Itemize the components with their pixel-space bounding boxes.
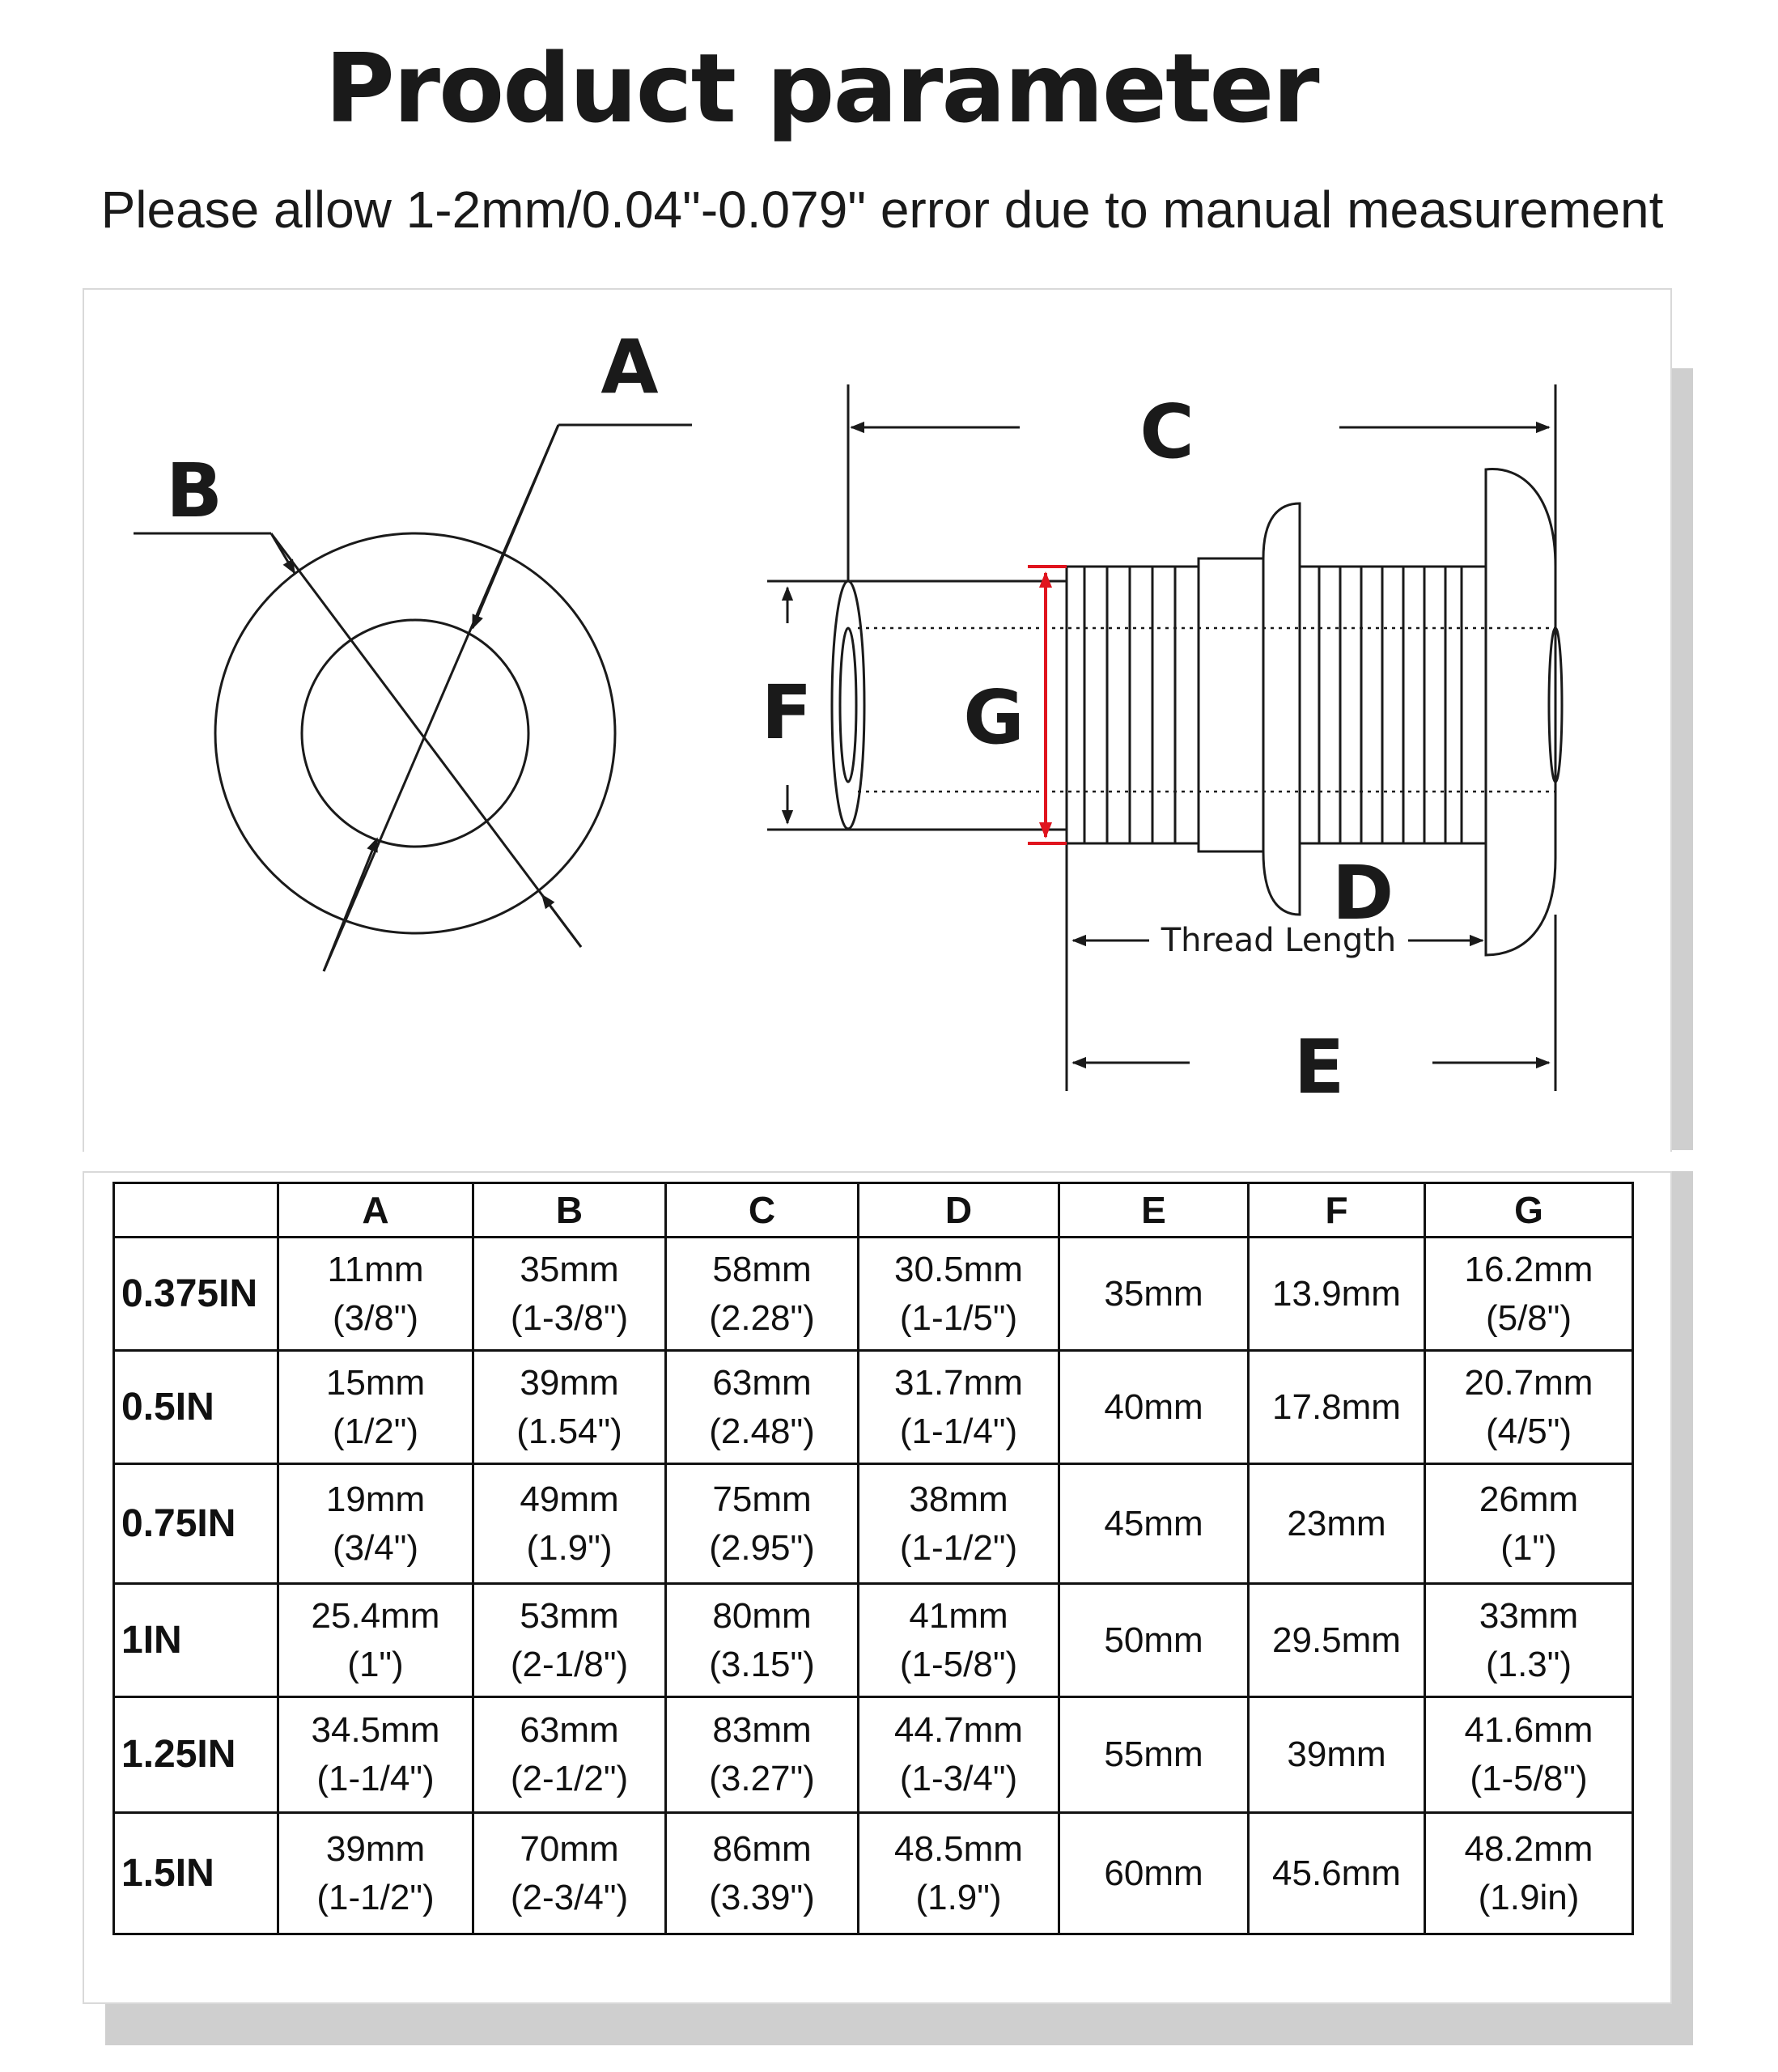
cell-c xyxy=(666,1584,859,1697)
imperial-value: (1-5/8") xyxy=(1470,1759,1588,1798)
cell-e xyxy=(1059,1238,1249,1351)
label-f: F xyxy=(761,669,813,756)
cell-g xyxy=(1425,1464,1633,1584)
metric-value: 58mm xyxy=(712,1249,812,1289)
metric-value: 63mm xyxy=(520,1710,619,1750)
imperial-value: (1") xyxy=(1500,1527,1557,1568)
table-row xyxy=(114,1813,1633,1934)
cell-f xyxy=(1249,1238,1425,1351)
imperial-value: (1-3/4") xyxy=(899,1759,1018,1798)
metric-value: 29.5mm xyxy=(1272,1620,1401,1660)
imperial-value: (5/8") xyxy=(1485,1297,1572,1338)
thread-ridges-1 xyxy=(1084,567,1175,843)
imperial-value: (1/2") xyxy=(332,1411,419,1451)
cell-e xyxy=(1059,1464,1249,1584)
b-arrow-top xyxy=(271,533,295,573)
cell-d xyxy=(859,1813,1059,1934)
label-d: D xyxy=(1331,850,1394,936)
cell-f xyxy=(1249,1464,1425,1584)
measurement-note: Please allow 1-2mm/0.04"-0.079" error due to manual measurement xyxy=(100,180,1664,239)
label-b: B xyxy=(165,448,223,534)
cell-c xyxy=(666,1238,859,1351)
metric-value: 44.7mm xyxy=(894,1710,1023,1750)
metric-value: 39mm xyxy=(520,1362,619,1403)
imperial-value: (1.54") xyxy=(516,1411,622,1451)
metric-value: 35mm xyxy=(1104,1273,1203,1314)
cell-f xyxy=(1249,1584,1425,1697)
cell-d xyxy=(859,1464,1059,1584)
cell-a xyxy=(278,1238,473,1351)
table-row xyxy=(114,1351,1633,1464)
cell-b xyxy=(473,1813,666,1934)
cell-f xyxy=(1249,1351,1425,1464)
inner-ring xyxy=(302,620,528,847)
column-header-c: C xyxy=(666,1183,859,1238)
a-arrow-bottom xyxy=(324,839,377,971)
metric-value: 75mm xyxy=(712,1479,812,1519)
row-size-label: 0.5IN xyxy=(114,1351,278,1464)
cell-b xyxy=(473,1238,666,1351)
cell-b xyxy=(473,1697,666,1813)
imperial-value: (2-3/4") xyxy=(510,1877,629,1917)
table-row xyxy=(114,1697,1633,1813)
g-dimension xyxy=(1028,567,1067,843)
imperial-value: (3/8") xyxy=(332,1297,419,1338)
metric-value: 50mm xyxy=(1104,1620,1203,1660)
metric-value: 23mm xyxy=(1287,1503,1386,1543)
b-arrow-bottom xyxy=(542,895,581,947)
metric-value: 48.2mm xyxy=(1464,1828,1593,1869)
cell-c xyxy=(666,1813,859,1934)
cell-a xyxy=(278,1584,473,1697)
table-row xyxy=(114,1584,1633,1697)
cell-f xyxy=(1249,1697,1425,1813)
imperial-value: (1-1/5") xyxy=(899,1297,1018,1338)
row-size-label: 0.375IN xyxy=(114,1238,278,1351)
hex-nut xyxy=(1199,558,1263,851)
metric-value: 86mm xyxy=(712,1828,812,1869)
metric-value: 34.5mm xyxy=(311,1710,440,1750)
side-view xyxy=(767,384,1562,1091)
head-flange xyxy=(1486,469,1555,955)
page-title: Product parameter xyxy=(325,32,1318,144)
cell-g xyxy=(1425,1697,1633,1813)
metric-value: 39mm xyxy=(325,1828,426,1869)
column-header-e: E xyxy=(1059,1183,1249,1238)
metric-value: 11mm xyxy=(327,1249,424,1289)
b-diameter-line xyxy=(271,533,581,947)
cell-e xyxy=(1059,1697,1249,1813)
imperial-value: (3.39") xyxy=(709,1877,815,1917)
metric-value: 70mm xyxy=(520,1828,619,1869)
imperial-value: (2.48") xyxy=(709,1411,815,1451)
row-size-label: 1.5IN xyxy=(114,1813,278,1934)
metric-value: 19mm xyxy=(325,1479,426,1519)
metric-value: 49mm xyxy=(520,1479,619,1519)
metric-value: 30.5mm xyxy=(894,1249,1023,1289)
cell-a xyxy=(278,1697,473,1813)
cell-b xyxy=(473,1464,666,1584)
row-size-label: 0.75IN xyxy=(114,1464,278,1584)
metric-value: 41.6mm xyxy=(1464,1710,1593,1750)
imperial-value: (2.28") xyxy=(709,1297,815,1338)
column-header-g: G xyxy=(1425,1183,1633,1238)
metric-value: 35mm xyxy=(520,1249,619,1289)
label-c: C xyxy=(1139,388,1195,475)
imperial-value: (1-1/4") xyxy=(899,1411,1018,1451)
row-size-label: 1IN xyxy=(114,1584,278,1697)
imperial-value: (3.15") xyxy=(709,1644,815,1684)
metric-value: 80mm xyxy=(712,1595,812,1636)
cell-a xyxy=(278,1813,473,1934)
imperial-value: (1-1/4") xyxy=(316,1759,435,1798)
label-e: E xyxy=(1293,1024,1345,1110)
table-header-row xyxy=(114,1183,1633,1238)
imperial-value: (1") xyxy=(347,1644,404,1684)
metric-value: 45.6mm xyxy=(1272,1853,1401,1893)
metric-value: 41mm xyxy=(909,1595,1008,1636)
table-corner-cell xyxy=(114,1183,278,1238)
thread-section-1 xyxy=(1067,567,1199,843)
metric-value: 13.9mm xyxy=(1272,1273,1401,1314)
spec-table xyxy=(112,1182,1634,1935)
cell-d xyxy=(859,1584,1059,1697)
metric-value: 40mm xyxy=(1104,1386,1203,1427)
metric-value: 39mm xyxy=(1287,1734,1386,1774)
label-g: G xyxy=(963,674,1025,761)
imperial-value: (4/5") xyxy=(1485,1411,1572,1451)
metric-value: 83mm xyxy=(712,1710,812,1750)
cell-b xyxy=(473,1584,666,1697)
metric-value: 38mm xyxy=(909,1479,1008,1519)
imperial-value: (3.27") xyxy=(709,1759,815,1798)
thread-ridges-2 xyxy=(1319,567,1445,843)
metric-value: 16.2mm xyxy=(1464,1249,1593,1289)
cell-a xyxy=(278,1351,473,1464)
thread-section-2 xyxy=(1300,567,1462,843)
column-header-d: D xyxy=(859,1183,1059,1238)
cell-g xyxy=(1425,1813,1633,1934)
table-card-shadow-right xyxy=(1669,1171,1693,2045)
imperial-value: (1-1/2") xyxy=(316,1877,435,1917)
metric-value: 33mm xyxy=(1479,1595,1579,1636)
table-row xyxy=(114,1238,1633,1351)
tube-end-inner xyxy=(840,628,856,782)
cell-e xyxy=(1059,1351,1249,1464)
imperial-value: (1.3") xyxy=(1485,1644,1572,1684)
imperial-value: (1.9") xyxy=(526,1527,613,1568)
imperial-value: (2.95") xyxy=(709,1527,815,1568)
a-arrow-top xyxy=(473,425,558,628)
cell-c xyxy=(666,1464,859,1584)
cell-c xyxy=(666,1697,859,1813)
metric-value: 53mm xyxy=(520,1595,619,1636)
cell-a xyxy=(278,1464,473,1584)
metric-value: 31.7mm xyxy=(894,1362,1023,1403)
cell-d xyxy=(859,1351,1059,1464)
label-a: A xyxy=(600,324,659,410)
thread-shoulder xyxy=(1462,567,1486,843)
table-card-shadow-bottom xyxy=(105,2001,1693,2045)
metric-value: 45mm xyxy=(1104,1503,1203,1543)
metric-value: 60mm xyxy=(1104,1853,1203,1893)
nut-flange xyxy=(1263,503,1300,915)
cell-d xyxy=(859,1697,1059,1813)
cell-g xyxy=(1425,1238,1633,1351)
cell-e xyxy=(1059,1584,1249,1697)
imperial-value: (1-3/8") xyxy=(510,1297,629,1338)
metric-value: 48.5mm xyxy=(894,1828,1023,1869)
cell-g xyxy=(1425,1584,1633,1697)
imperial-value: (3/4") xyxy=(332,1527,419,1568)
metric-value: 26mm xyxy=(1479,1479,1579,1519)
cell-c xyxy=(666,1351,859,1464)
metric-value: 55mm xyxy=(1104,1734,1203,1774)
metric-value: 17.8mm xyxy=(1272,1386,1401,1427)
column-header-b: B xyxy=(473,1183,666,1238)
cell-g xyxy=(1425,1351,1633,1464)
outer-ring xyxy=(215,533,615,933)
table-row xyxy=(114,1464,1633,1584)
cell-e xyxy=(1059,1813,1249,1934)
column-header-a: A xyxy=(278,1183,473,1238)
imperial-value: (1-1/2") xyxy=(899,1527,1018,1568)
column-header-f: F xyxy=(1249,1183,1425,1238)
metric-value: 25.4mm xyxy=(311,1595,440,1636)
metric-value: 20.7mm xyxy=(1464,1362,1593,1403)
imperial-value: (2-1/8") xyxy=(510,1644,629,1684)
imperial-value: (1.9in) xyxy=(1478,1877,1580,1917)
imperial-value: (1-5/8") xyxy=(899,1644,1018,1684)
cell-b xyxy=(473,1351,666,1464)
metric-value: 63mm xyxy=(712,1362,812,1403)
cell-f xyxy=(1249,1813,1425,1934)
imperial-value: (2-1/2") xyxy=(510,1759,629,1798)
imperial-value: (1.9") xyxy=(915,1877,1002,1917)
label-thread-length: Thread Length xyxy=(1161,922,1397,959)
metric-value: 15mm xyxy=(325,1362,426,1403)
cell-d xyxy=(859,1238,1059,1351)
row-size-label: 1.25IN xyxy=(114,1697,278,1813)
